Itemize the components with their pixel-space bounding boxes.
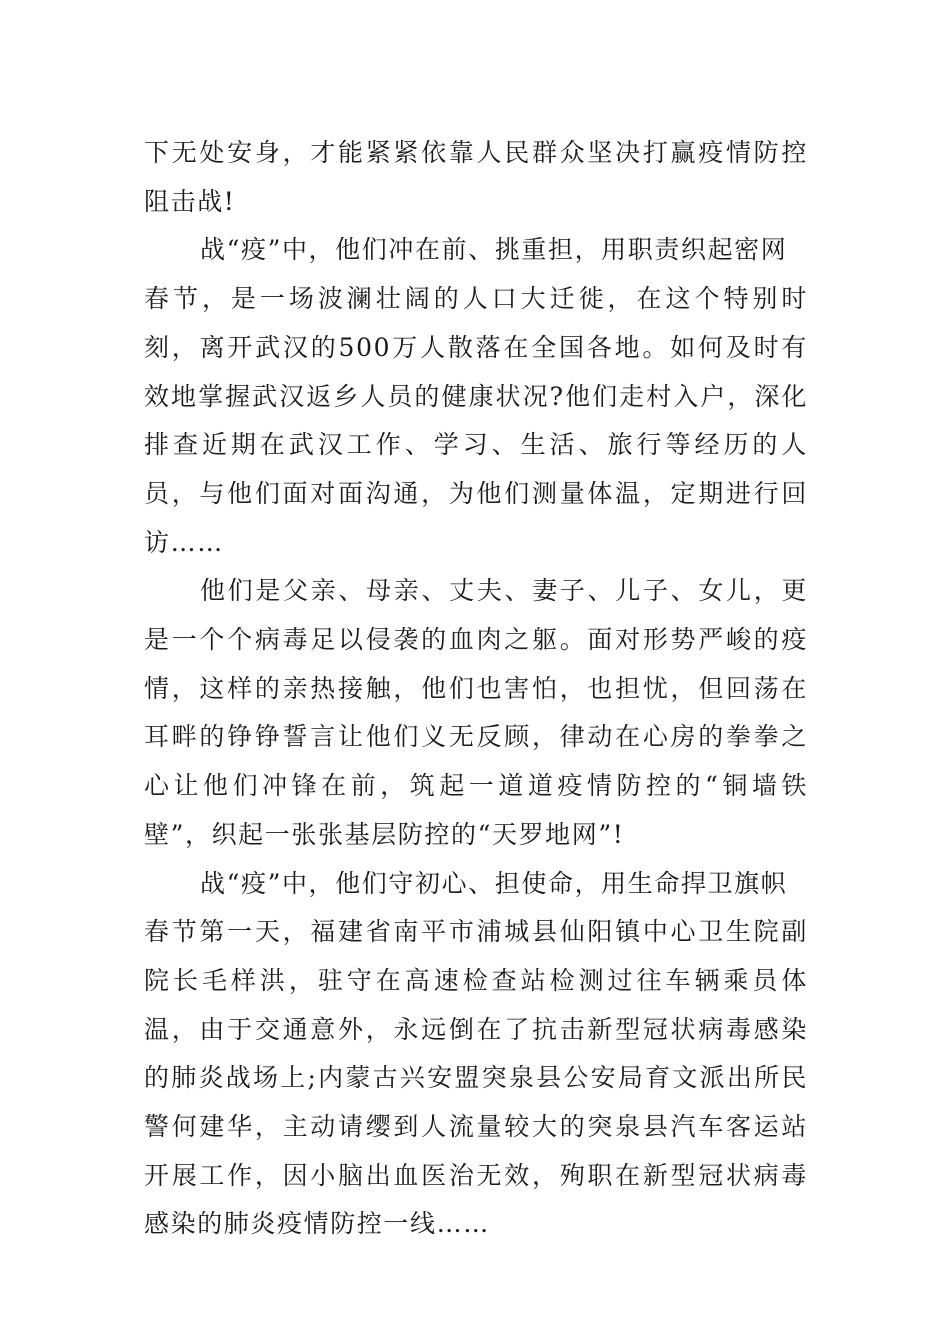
paragraph-5-heading: 战“疫”中，他们守初心、担使命，用生命捍卫旗帜 xyxy=(200,868,788,898)
document-page xyxy=(144,129,808,1249)
paragraph-1: 下无处安身，才能紧紧依靠人民群众坚决打赢疫情防控阻击战! xyxy=(144,138,808,216)
paragraph-6: 春节第一天，福建省南平市浦城县仙阳镇中心卫生院副院长毛样洪，驻守在高速检查站检测过往车辆乘员体温，由于交通意外，永远倒在了抗击新型冠状病毒感染的肺炎战场上;内蒙古兴安盟突泉县公安局育文派出所民警何建华，主动请缨到人流量较大的突泉县汽车客运站开展工作，因小脑出血医治无效，殉职在新型冠状病毒感染的肺炎疫情防控一线…… xyxy=(144,917,808,1239)
paragraph-2-heading: 战“疫”中，他们冲在前、挑重担，用职责织起密网 xyxy=(200,235,788,265)
paragraph-4: 他们是父亲、母亲、丈夫、妻子、儿子、女儿，更是一个个病毒足以侵袭的血肉之躯。面对形势严峻的疫情，这样的亲热接触，他们也害怕，也担忧，但回荡在耳畔的铮铮誓言让他们义无反顾，律动在心房的拳拳之心让他们冲锋在前，筑起一道道疫情防控的“铜墙铁壁”，织起一张张基层防控的“天罗地网”! xyxy=(144,576,808,849)
paragraph-3: 春节，是一场波澜壮阔的人口大迁徙，在这个特别时刻，离开武汉的500万人散落在全国各地。如何及时有效地掌握武汉返乡人员的健康状况?他们走村入户，深化排查近期在武汉工作、学习、生活、旅行等经历的人员，与他们面对面沟通，为他们测量体温，定期进行回访…… xyxy=(144,284,808,557)
